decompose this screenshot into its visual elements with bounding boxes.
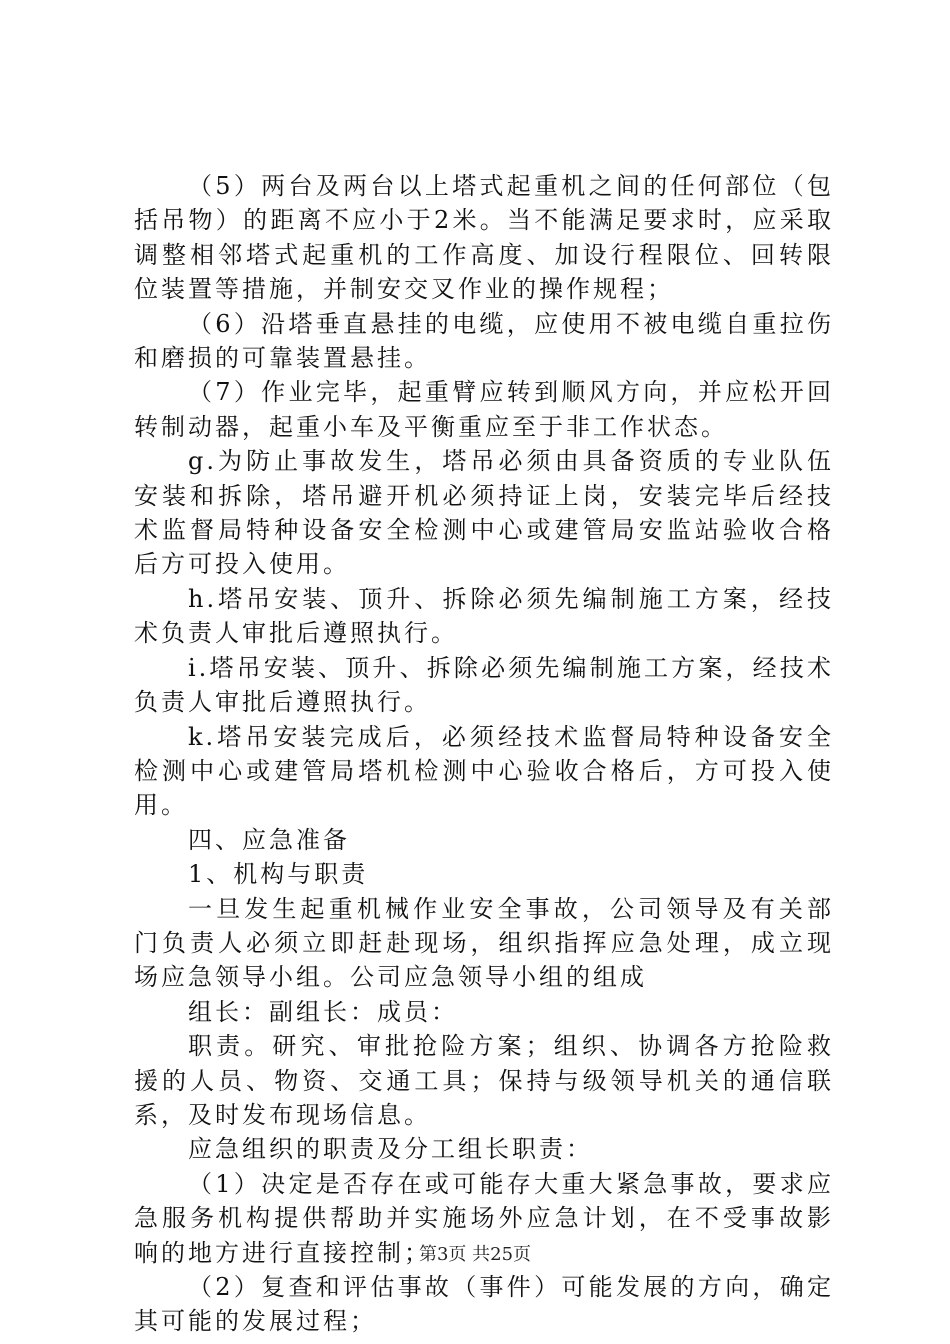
section-heading-emergency-preparation: 四、应急准备 — [188, 825, 350, 854]
paragraph-crane-distance: （5）两台及两台以上塔式起重机之间的任何部位（包括吊物）的距离不应小于2米。当不能满足要求时，应采取调整相邻塔式起重机的工作高度、加设行程限位、回转限位装置等措施，并制安交叉作业的操作规程； — [134, 172, 834, 304]
paragraph-work-completion: （7）作业完毕，起重臂应转到顺风方向，并应松开回转制动器，起重小车及平衡重应至于非工作状态。 — [134, 378, 834, 441]
page-number-footer: 第3页 共25页 — [418, 1244, 532, 1265]
paragraph-leader-duties-heading: 应急组织的职责及分工组长职责： — [188, 1135, 593, 1164]
paragraph-duties: 职责。研究、审批抢险方案；组织、协调各方抢险救援的人员、物资、交通工具；保持与级领导机关的通信联系，及时发布现场信息。 — [134, 1032, 834, 1129]
paragraph-duty-2: （2）复查和评估事故（事件）可能发展的方向，确定其可能的发展过程； — [134, 1273, 834, 1336]
paragraph-item-g: g.为防止事故发生，塔吊必须由具备资质的专业队伍安装和拆除，塔吊避开机必须持证上岗，安装完毕后经技术监督局特种设备安全检测中心或建管局安监站验收合格后方可投入使用。 — [134, 447, 834, 579]
paragraph-item-k: k.塔吊安装完成后，必须经技术监督局特种设备安全检测中心或建管局塔机检测中心验收合格后，方可投入使用。 — [134, 722, 834, 820]
document-body — [134, 169, 834, 1339]
paragraph-leadership-group: 一旦发生起重机械作业安全事故，公司领导及有关部门负责人必须立即赶赴现场，组织指挥应急处理，成立现场应急领导小组。公司应急领导小组的组成 — [134, 894, 834, 992]
paragraph-item-h: h.塔吊安装、顶升、拆除必须先编制施工方案，经技术负责人审批后遵照执行。 — [134, 584, 834, 648]
paragraph-group-members: 组长：副组长：成员： — [188, 997, 458, 1026]
paragraph-cable-suspension: （6）沿塔垂直悬挂的电缆，应使用不被电缆自重拉伤和磨损的可靠装置悬挂。 — [134, 309, 834, 373]
paragraph-item-i: i.塔吊安装、顶升、拆除必须先编制施工方案，经技术负责人审批后遵照执行。 — [134, 653, 834, 717]
paragraph-duty-1: （1）决定是否存在或可能存大重大紧急事故，要求应急服务机构提供帮助并实施场外应急计划，在不受事故影响的地方进行直接控制； — [134, 1169, 834, 1267]
subsection-heading-organization: 1、机构与职责 — [188, 860, 369, 889]
